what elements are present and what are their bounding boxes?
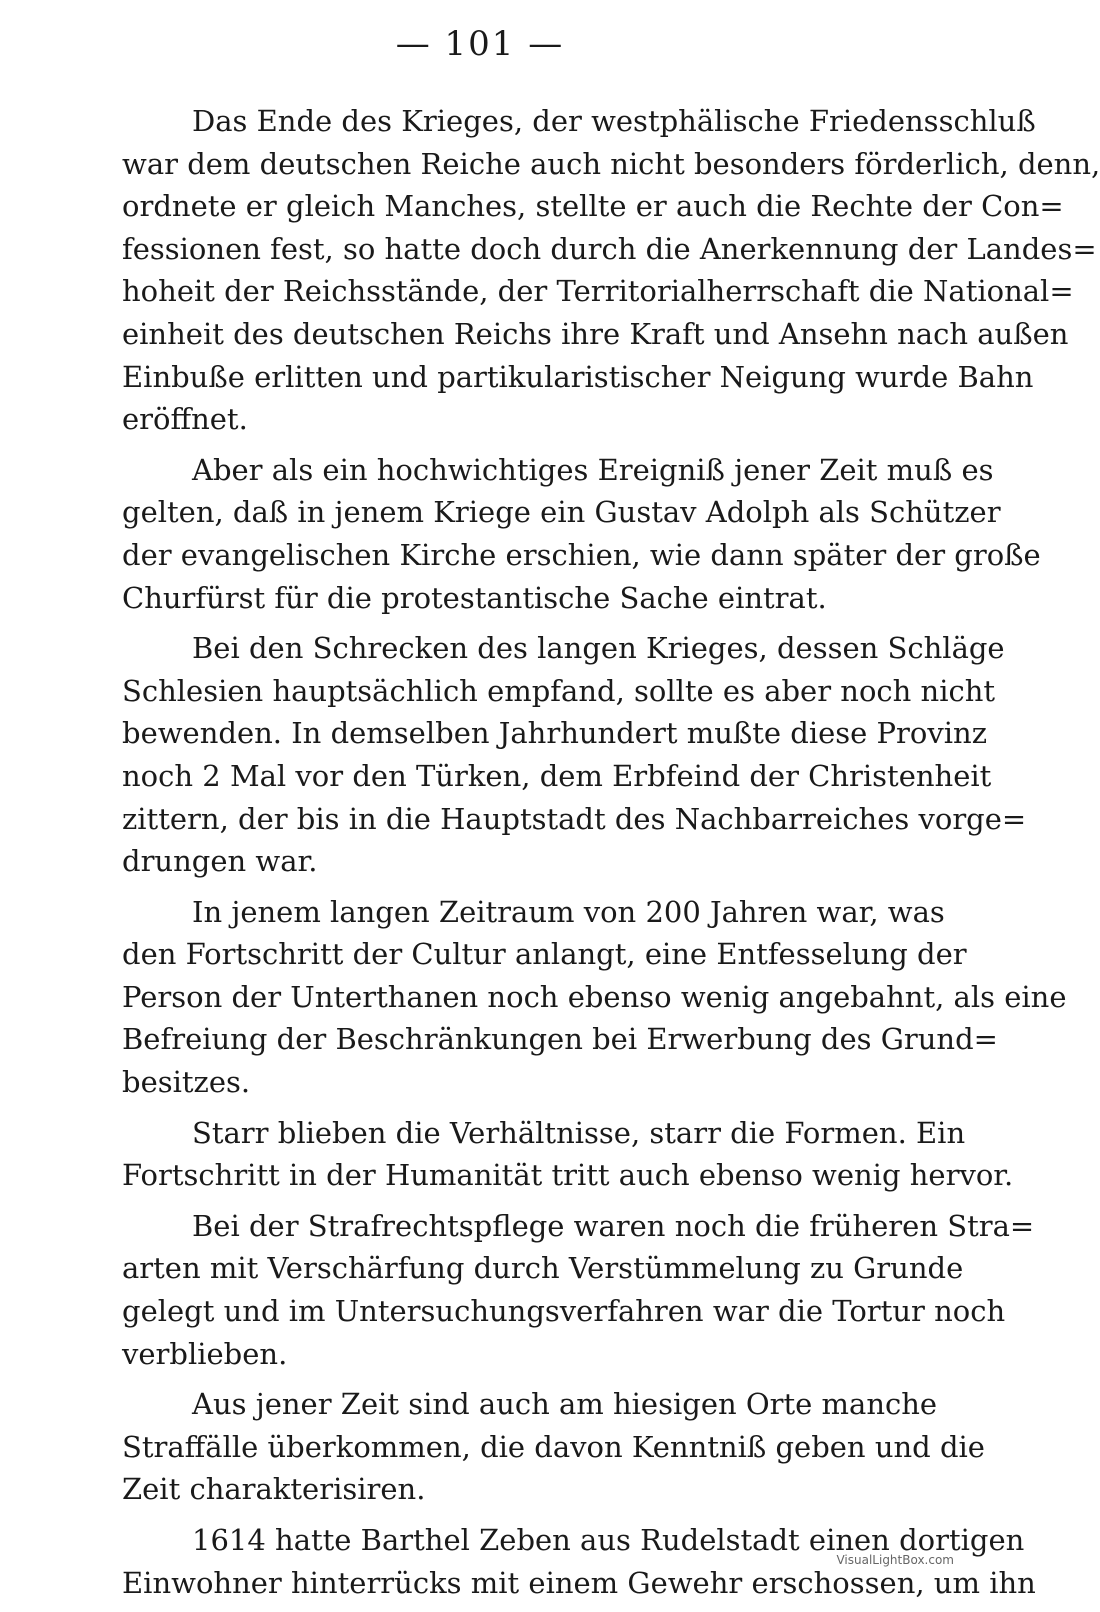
text-line: eröffnet. (122, 402, 248, 437)
text-line: gelten, daß in jenem Kriege ein Gustav Adolph als Schützer (122, 495, 1001, 530)
text-line: Person der Unterthanen noch ebenso wenig angebahnt, als eine (122, 979, 1067, 1014)
text-line: bewenden. In demselben Jahrhundert mußte diese Provinz (122, 716, 987, 751)
text-line: Zeit charakterisiren. (122, 1472, 426, 1507)
paragraph-5 (52, 1112, 1014, 1197)
text-line: Das Ende des Krieges, der westphälische Friedensschluß (192, 104, 1036, 138)
text-line: der evangelischen Kirche erschien, wie dann später der große (122, 537, 1041, 572)
text-line: fessionen fest, so hatte doch durch die Anerkennung der Landes= (122, 231, 1097, 266)
paragraph-6 (52, 1205, 1035, 1375)
paragraph-7 (52, 1383, 985, 1511)
text-line: einheit des deutschen Reichs ihre Kraft und Ansehn nach außen (122, 316, 1069, 351)
text-line: Schlesien hauptsächlich empfand, sollte es aber noch nicht (122, 673, 996, 708)
text-line: Bei den Schrecken des langen Krieges, dessen Schläge (192, 631, 1005, 666)
watermark: VisualLightBox.com (836, 1553, 954, 1567)
text-line: zittern, der bis in die Hauptstadt des Nachbarreiches vorge= (122, 801, 1027, 836)
text-line: Befreiung der Beschränkungen bei Erwerbung des Grund= (122, 1022, 998, 1057)
text-line: Aus jener Zeit sind auch am hiesigen Orte manche (192, 1387, 938, 1422)
text-line: arten mit Verschärfung durch Verstümmelung zu Grunde (122, 1251, 964, 1286)
paragraph-8 (52, 1519, 1036, 1604)
text-line: noch 2 Mal vor den Türken, dem Erbfeind der Christenheit (122, 758, 992, 793)
text-line: Aber als ein hochwichtiges Ereigniß jener Zeit muß es (192, 452, 994, 487)
text-line: In jenem langen Zeitraum von 200 Jahren war, was (192, 894, 945, 929)
paragraph-3 (52, 627, 1027, 883)
text-line: ordnete er gleich Manches, stellte er auch die Rechte der Con= (122, 189, 1064, 224)
text-line: Straffälle überkommen, die davon Kenntniß geben und die (122, 1429, 985, 1464)
text-line: 1614 hatte Barthel Zeben aus Rudelstadt einen dortigen (192, 1523, 1025, 1557)
text-line: Einbuße erlitten und partikularistischer Neigung wurde Bahn (122, 359, 1034, 394)
paragraph-4 (52, 891, 1067, 1104)
body-text (52, 100, 1100, 1612)
text-line: den Fortschritt der Cultur anlangt, eine Entfesselung der (122, 937, 967, 972)
paragraph-2 (52, 449, 1041, 619)
text-line: verblieben. (122, 1336, 288, 1371)
text-line: gelegt und im Untersuchungsverfahren war die Tortur noch (122, 1294, 1006, 1329)
paragraph-1 (52, 100, 1100, 441)
text-line: besitzes. (122, 1065, 251, 1100)
text-line: Churfürst für die protestantische Sache eintrat. (122, 580, 827, 615)
page-number: — 101 — (395, 24, 565, 64)
text-line: hoheit der Reichsstände, der Territorialherrschaft die National= (122, 274, 1074, 309)
text-line: Einwohner hinterrücks mit einem Gewehr erschossen, um ihn (122, 1565, 1036, 1600)
text-line: Bei der Strafrechtspflege waren noch die früheren Stra= (192, 1208, 1035, 1243)
text-line: war dem deutschen Reiche auch nicht besonders förderlich, denn, (122, 146, 1100, 181)
text-line: Starr blieben die Verhältnisse, starr die Formen. Ein (192, 1115, 966, 1150)
text-line: drungen war. (122, 844, 318, 879)
text-line: Fortschritt in der Humanität tritt auch ebenso wenig hervor. (122, 1158, 1014, 1193)
